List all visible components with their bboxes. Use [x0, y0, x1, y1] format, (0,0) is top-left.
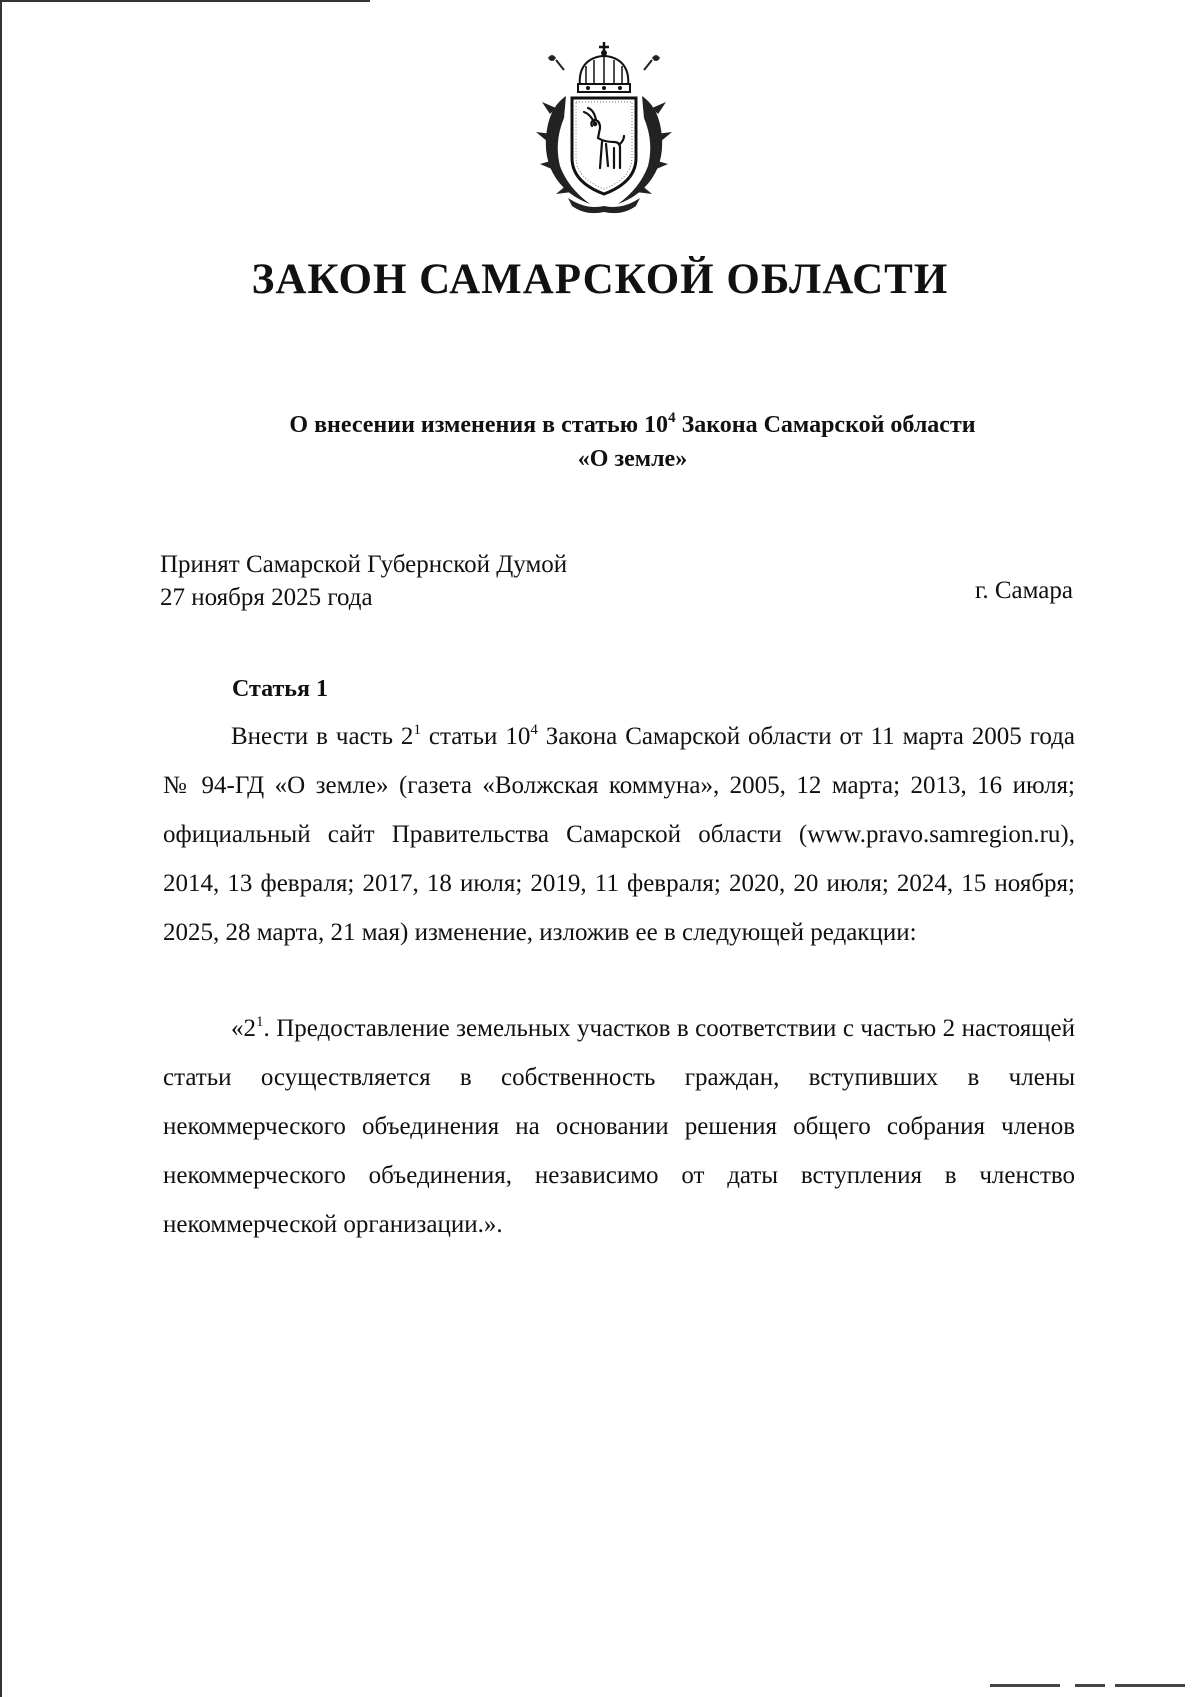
article-heading: Статья 1: [232, 676, 328, 702]
document-subtitle: [0, 408, 1200, 476]
scan-foot-marks: [990, 1684, 1200, 1687]
p2-text-b: . Предоставление земельных участков в соответствии с частью 2 настоящей статьи осуществляется в собственность граждан, вступивших в члены некоммерческого объединения на основании решения общего собрания членов некоммерческого объединения, независимо от даты вступления в членство некоммерческой организации.».: [163, 1015, 1075, 1238]
p1-text-c: Закона Самарской области от 11 марта 2005 года № 94-ГД «О земле» (газета «Волжская коммуна», 2005, 12 марта; 2013, 16 июля; официальный сайт Правительства Самарской области (www.pravo.samregion.ru), 2014, 13 февраля; 2017, 18 июля; 2019, 11 февраля; 2020, 20 июля; 2024, 15 ноября; 2025, 28 марта, 21 мая) изменение, изложив ее в следующей редакции:: [163, 723, 1075, 946]
document-title: ЗАКОН САМАРСКОЙ ОБЛАСТИ: [251, 256, 949, 303]
p1-text-a: Внести в часть 2: [231, 723, 414, 750]
city: г. Самара: [974, 577, 1073, 604]
p2-superscript: 1: [256, 1014, 264, 1030]
p1-superscript-2: 4: [530, 722, 538, 738]
crown-icon: [578, 42, 630, 92]
subtitle-text-1: О внесении изменения в статью 10: [289, 412, 669, 438]
subtitle-text-2: Закона Самарской области: [675, 412, 976, 438]
p1-text-b: статьи 10: [420, 723, 531, 750]
p1-superscript-1: 1: [413, 722, 421, 738]
adoption-info: [160, 548, 567, 614]
article-paragraph-1: [163, 712, 1075, 957]
adoption-date: 27 ноября 2025 года: [160, 584, 373, 611]
ribbon-icon: [568, 198, 640, 213]
coat-of-arms-emblem: [528, 38, 680, 216]
p2-text-a: «2: [231, 1015, 256, 1042]
subtitle-line-1: [0, 408, 1200, 442]
subtitle-superscript: 4: [668, 410, 676, 426]
scan-top-edge: [0, 0, 370, 2]
adopted-by: Принят Самарской Губернской Думой: [160, 551, 568, 578]
article-paragraph-2: [163, 1004, 1075, 1249]
subtitle-line-2: «О земле»: [577, 446, 688, 472]
shield-icon: [572, 98, 636, 194]
